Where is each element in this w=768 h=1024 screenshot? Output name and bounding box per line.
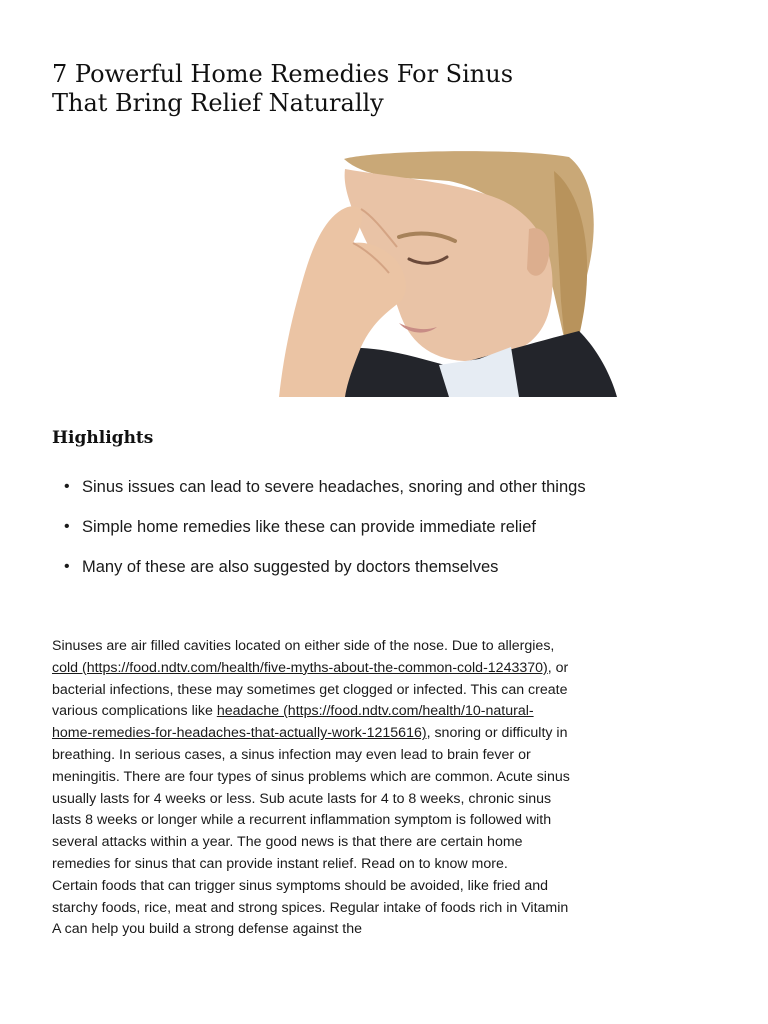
article-title-line-2: That Bring Relief Naturally [52,89,384,117]
intro-paragraph [52,636,572,876]
highlight-item: • Simple home remedies like these can provide immediate relief [52,514,612,540]
article-title-line-1: 7 Powerful Home Remedies For Sinus [52,60,514,88]
headache-link[interactable]: headache (https://food.ndtv.com/health/10-natural-home-remedies-for-headaches-that-actually-work-1215616) [52,703,534,742]
hero-image [249,151,617,397]
highlights-list [52,474,612,594]
intro-text-3: , snoring or difficulty in breathing. In serious cases, a sinus infection may even lead to brain fever or meningitis. There are four types of sinus problems which are common. Acute sinus usually lasts for 4 weeks or less. Sub acute lasts for 4 to 8 weeks, chronic sinus lasts 8 weeks or longer while a recurrent inflammation symptom is followed with several attacks within a year. The good news is that there are certain home remedies for sinus that can provide instant relief. Read on to know more. [52,725,570,872]
article-body [52,636,572,941]
intro-text-2: , or bacterial infections, these may sometimes get clogged or infected. This can create various complications like [52,659,569,720]
highlight-item: • Many of these are also suggested by doctors themselves [52,554,612,580]
article-title [52,60,652,118]
intro-text-1: Sinuses are air filled cavities located on either side of the nose. Due to allergies, [52,638,555,654]
woman-holding-nose-photo-icon [249,151,617,397]
highlight-item: • Sinus issues can lead to severe headaches, snoring and other things [52,474,612,500]
highlights-heading: Highlights [52,428,154,448]
foods-paragraph: Certain foods that can trigger sinus symptoms should be avoided, like fried and starchy foods, rice, meat and strong spices. Regular intake of foods rich in Vitamin A can help you build a strong defense against the [52,877,569,938]
cold-link[interactable]: cold (https://food.ndtv.com/health/five-myths-about-the-common-cold-1243370) [52,659,548,676]
